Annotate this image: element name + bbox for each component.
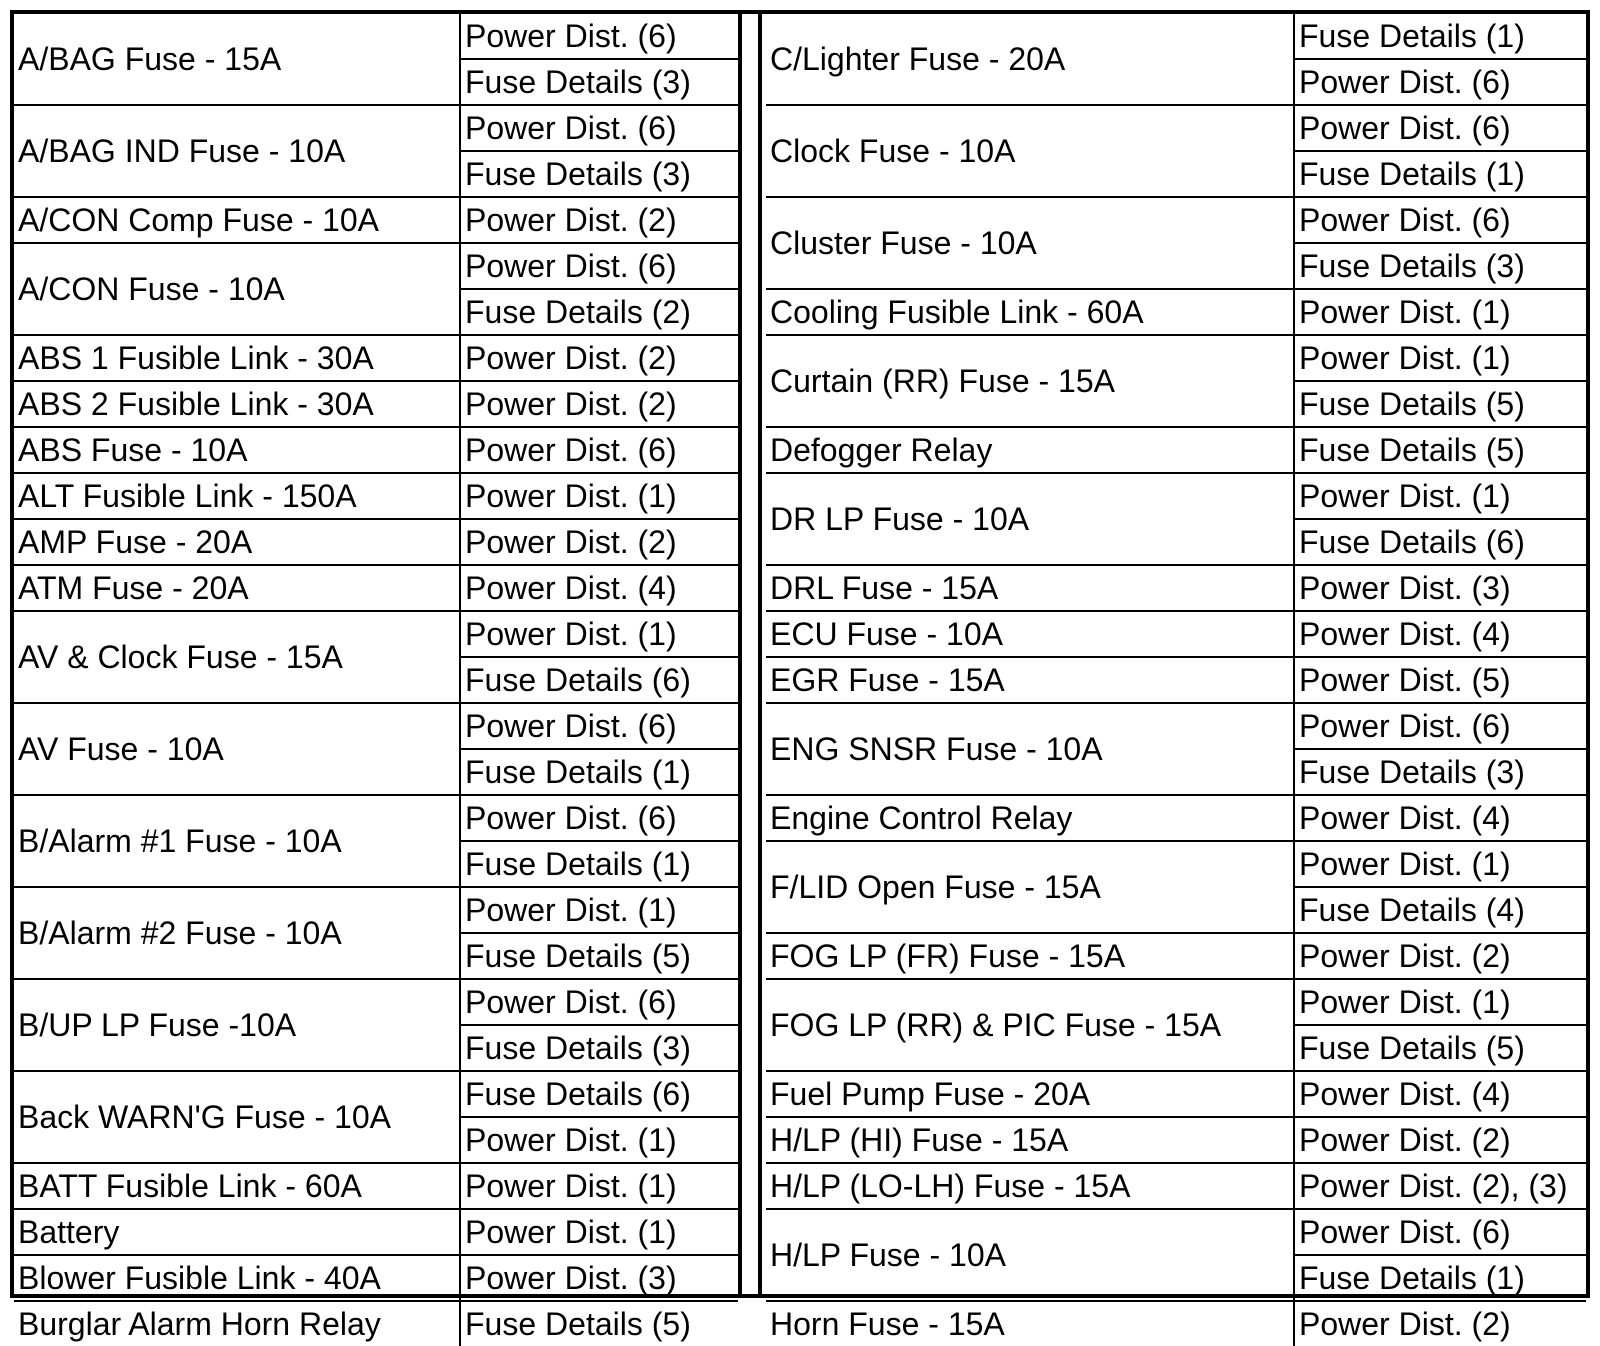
component-name-cell: Clock Fuse - 10A bbox=[766, 105, 1294, 197]
reference-cell: Power Dist. (2) bbox=[460, 335, 738, 381]
component-name-cell: ABS Fuse - 10A bbox=[14, 427, 460, 473]
reference-cell: Power Dist. (6) bbox=[1294, 197, 1586, 243]
component-name-cell: FOG LP (FR) Fuse - 15A bbox=[766, 933, 1294, 979]
component-name-cell: ATM Fuse - 20A bbox=[14, 565, 460, 611]
reference-cell: Power Dist. (6) bbox=[460, 795, 738, 841]
component-name-cell: H/LP (LO-LH) Fuse - 15A bbox=[766, 1163, 1294, 1209]
reference-cell: Power Dist. (6) bbox=[460, 979, 738, 1025]
reference-cell: Power Dist. (1) bbox=[460, 1117, 738, 1163]
component-name-cell: DRL Fuse - 15A bbox=[766, 565, 1294, 611]
left-column-table bbox=[14, 14, 738, 1346]
reference-cell: Power Dist. (3) bbox=[1294, 565, 1586, 611]
component-name-cell: Battery bbox=[14, 1209, 460, 1255]
left-column-body bbox=[14, 14, 738, 1346]
table-row bbox=[766, 473, 1586, 519]
reference-cell: Fuse Details (3) bbox=[460, 151, 738, 197]
reference-cell: Power Dist. (6) bbox=[1294, 703, 1586, 749]
reference-cell: Fuse Details (3) bbox=[1294, 243, 1586, 289]
table-row bbox=[766, 427, 1586, 473]
reference-cell: Fuse Details (2) bbox=[460, 289, 738, 335]
table-row bbox=[14, 14, 738, 59]
reference-cell: Power Dist. (1) bbox=[1294, 979, 1586, 1025]
reference-cell: Fuse Details (4) bbox=[1294, 887, 1586, 933]
table-row bbox=[766, 335, 1586, 381]
component-name-cell: Engine Control Relay bbox=[766, 795, 1294, 841]
reference-cell: Power Dist. (6) bbox=[1294, 59, 1586, 105]
reference-cell: Power Dist. (3) bbox=[460, 1255, 738, 1301]
reference-cell: Fuse Details (3) bbox=[1294, 749, 1586, 795]
component-name-cell: ENG SNSR Fuse - 10A bbox=[766, 703, 1294, 795]
reference-cell: Power Dist. (2), (3) bbox=[1294, 1163, 1586, 1209]
right-column-body bbox=[766, 14, 1586, 1346]
reference-cell: Power Dist. (6) bbox=[1294, 1209, 1586, 1255]
component-name-cell: A/BAG IND Fuse - 10A bbox=[14, 105, 460, 197]
component-name-cell: Back WARN'G Fuse - 10A bbox=[14, 1071, 460, 1163]
table-row bbox=[14, 1071, 738, 1117]
reference-cell: Power Dist. (2) bbox=[1294, 933, 1586, 979]
component-name-cell: A/CON Fuse - 10A bbox=[14, 243, 460, 335]
reference-cell: Power Dist. (6) bbox=[460, 14, 738, 59]
component-name-cell: B/Alarm #2 Fuse - 10A bbox=[14, 887, 460, 979]
reference-cell: Power Dist. (5) bbox=[1294, 657, 1586, 703]
component-name-cell: ABS 1 Fusible Link - 30A bbox=[14, 335, 460, 381]
table-row bbox=[14, 335, 738, 381]
component-name-cell: Cooling Fusible Link - 60A bbox=[766, 289, 1294, 335]
table-row bbox=[766, 1071, 1586, 1117]
reference-cell: Power Dist. (4) bbox=[1294, 795, 1586, 841]
table-row bbox=[14, 887, 738, 933]
reference-cell: Fuse Details (6) bbox=[460, 657, 738, 703]
component-name-cell: Horn Fuse - 15A bbox=[766, 1301, 1294, 1346]
component-name-cell: Burglar Alarm Horn Relay bbox=[14, 1301, 460, 1346]
reference-cell: Power Dist. (6) bbox=[460, 703, 738, 749]
component-name-cell: H/LP (HI) Fuse - 15A bbox=[766, 1117, 1294, 1163]
reference-cell: Fuse Details (1) bbox=[1294, 151, 1586, 197]
reference-cell: Power Dist. (1) bbox=[1294, 289, 1586, 335]
table-row bbox=[766, 979, 1586, 1025]
table-row bbox=[766, 14, 1586, 59]
component-name-cell: Defogger Relay bbox=[766, 427, 1294, 473]
component-name-cell: Blower Fusible Link - 40A bbox=[14, 1255, 460, 1301]
reference-cell: Fuse Details (5) bbox=[1294, 381, 1586, 427]
reference-cell: Power Dist. (1) bbox=[460, 473, 738, 519]
table-row bbox=[14, 427, 738, 473]
table-row bbox=[14, 1209, 738, 1255]
table-row bbox=[766, 703, 1586, 749]
reference-cell: Power Dist. (6) bbox=[460, 243, 738, 289]
fuse-index-table bbox=[10, 10, 1590, 1342]
component-name-cell: B/Alarm #1 Fuse - 10A bbox=[14, 795, 460, 887]
component-name-cell: AMP Fuse - 20A bbox=[14, 519, 460, 565]
reference-cell: Fuse Details (5) bbox=[1294, 427, 1586, 473]
table-row bbox=[766, 841, 1586, 887]
component-name-cell: Curtain (RR) Fuse - 15A bbox=[766, 335, 1294, 427]
reference-cell: Fuse Details (5) bbox=[460, 1301, 738, 1346]
table-row bbox=[14, 197, 738, 243]
table-row bbox=[14, 473, 738, 519]
table-row bbox=[766, 105, 1586, 151]
reference-cell: Power Dist. (1) bbox=[1294, 473, 1586, 519]
table-row bbox=[766, 795, 1586, 841]
reference-cell: Fuse Details (1) bbox=[460, 749, 738, 795]
reference-cell: Fuse Details (3) bbox=[460, 1025, 738, 1071]
component-name-cell: ALT Fusible Link - 150A bbox=[14, 473, 460, 519]
reference-cell: Power Dist. (2) bbox=[460, 381, 738, 427]
table-row bbox=[14, 611, 738, 657]
component-name-cell: Fuel Pump Fuse - 20A bbox=[766, 1071, 1294, 1117]
reference-cell: Fuse Details (5) bbox=[460, 933, 738, 979]
table-row bbox=[14, 105, 738, 151]
table-row bbox=[766, 933, 1586, 979]
reference-cell: Fuse Details (3) bbox=[460, 59, 738, 105]
reference-cell: Power Dist. (6) bbox=[460, 105, 738, 151]
table-row bbox=[766, 657, 1586, 703]
component-name-cell: F/LID Open Fuse - 15A bbox=[766, 841, 1294, 933]
reference-cell: Power Dist. (2) bbox=[1294, 1301, 1586, 1346]
table-row bbox=[14, 519, 738, 565]
reference-cell: Fuse Details (5) bbox=[1294, 1025, 1586, 1071]
table-row bbox=[14, 243, 738, 289]
reference-cell: Power Dist. (2) bbox=[1294, 1117, 1586, 1163]
table-row bbox=[14, 1163, 738, 1209]
table-row bbox=[766, 197, 1586, 243]
component-name-cell: EGR Fuse - 15A bbox=[766, 657, 1294, 703]
component-name-cell: H/LP Fuse - 10A bbox=[766, 1209, 1294, 1301]
reference-cell: Power Dist. (4) bbox=[1294, 1071, 1586, 1117]
table-row bbox=[766, 289, 1586, 335]
reference-cell: Power Dist. (2) bbox=[460, 197, 738, 243]
table-row bbox=[766, 1117, 1586, 1163]
component-name-cell: ECU Fuse - 10A bbox=[766, 611, 1294, 657]
reference-cell: Power Dist. (6) bbox=[460, 427, 738, 473]
reference-cell: Power Dist. (1) bbox=[1294, 841, 1586, 887]
table-row bbox=[14, 795, 738, 841]
reference-cell: Fuse Details (1) bbox=[1294, 1255, 1586, 1301]
component-name-cell: AV Fuse - 10A bbox=[14, 703, 460, 795]
table-row bbox=[766, 1163, 1586, 1209]
reference-cell: Power Dist. (1) bbox=[460, 1163, 738, 1209]
reference-cell: Power Dist. (1) bbox=[460, 887, 738, 933]
component-name-cell: A/BAG Fuse - 15A bbox=[14, 14, 460, 105]
reference-cell: Power Dist. (6) bbox=[1294, 105, 1586, 151]
table-row bbox=[766, 611, 1586, 657]
reference-cell: Fuse Details (1) bbox=[1294, 14, 1586, 59]
reference-cell: Fuse Details (6) bbox=[460, 1071, 738, 1117]
reference-cell: Power Dist. (1) bbox=[1294, 335, 1586, 381]
table-row bbox=[766, 565, 1586, 611]
reference-cell: Power Dist. (2) bbox=[460, 519, 738, 565]
component-name-cell: FOG LP (RR) & PIC Fuse - 15A bbox=[766, 979, 1294, 1071]
reference-cell: Power Dist. (1) bbox=[460, 611, 738, 657]
right-column-table bbox=[766, 14, 1586, 1346]
reference-cell: Fuse Details (1) bbox=[460, 841, 738, 887]
component-name-cell: Cluster Fuse - 10A bbox=[766, 197, 1294, 289]
table-row bbox=[14, 1255, 738, 1301]
component-name-cell: C/Lighter Fuse - 20A bbox=[766, 14, 1294, 105]
component-name-cell: AV & Clock Fuse - 15A bbox=[14, 611, 460, 703]
component-name-cell: ABS 2 Fusible Link - 30A bbox=[14, 381, 460, 427]
reference-cell: Power Dist. (1) bbox=[460, 1209, 738, 1255]
reference-cell: Power Dist. (4) bbox=[1294, 611, 1586, 657]
table-row bbox=[14, 703, 738, 749]
table-row bbox=[14, 979, 738, 1025]
column-divider bbox=[738, 14, 762, 1294]
table-row bbox=[14, 381, 738, 427]
reference-cell: Fuse Details (6) bbox=[1294, 519, 1586, 565]
table-row bbox=[766, 1209, 1586, 1255]
component-name-cell: DR LP Fuse - 10A bbox=[766, 473, 1294, 565]
component-name-cell: A/CON Comp Fuse - 10A bbox=[14, 197, 460, 243]
component-name-cell: BATT Fusible Link - 60A bbox=[14, 1163, 460, 1209]
component-name-cell: B/UP LP Fuse -10A bbox=[14, 979, 460, 1071]
reference-cell: Power Dist. (4) bbox=[460, 565, 738, 611]
table-row bbox=[14, 565, 738, 611]
